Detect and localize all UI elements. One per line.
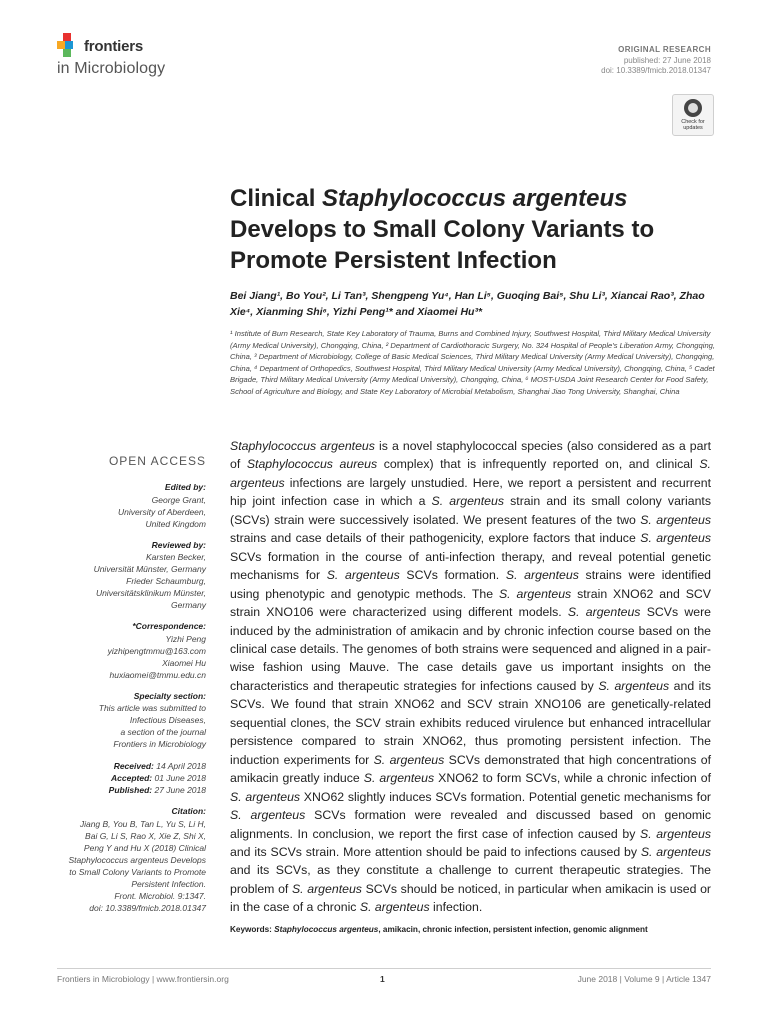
abstract-run: infection. (429, 900, 483, 915)
abstract-run: SCVs formation were revealed and discussed based on genomic alignments. In conclusion, we report the first case of infection caused by (230, 808, 711, 841)
keywords-list: , amikacin, chronic infection, persistent infection, genomic alignment (378, 925, 648, 934)
article-title (230, 183, 720, 276)
abstract-species-term: S. argenteus (373, 752, 445, 767)
abstract-run: SCVs demonstrated that high concentrations of amikacin greatly induce (230, 752, 711, 786)
abstract-run: strains were identified using phenotypic and genotypic methods. The (230, 568, 711, 601)
article-type: ORIGINAL RESEARCH (618, 45, 711, 54)
citation-doi[interactable]: doi: 10.3389/fmicb.2018.01347 (89, 902, 206, 913)
accepted-date (57, 772, 206, 784)
check-for-updates-badge[interactable] (672, 94, 714, 136)
abstract-run: strain and its small colony variants (SCVs) strain were successively isolated. We present features of the two (230, 494, 711, 527)
citation-line: Front. Microbiol. 9:1347. (114, 890, 206, 901)
reviewed-by-line: Germany (171, 600, 206, 610)
logo-square-blue (65, 41, 73, 49)
edited-by-section (57, 482, 206, 530)
abstract-species-term: S. argenteus (640, 531, 712, 546)
correspondence-section (57, 621, 206, 681)
abstract-species-term: S. argenteus (505, 568, 579, 583)
abstract-species-term: S. argenteus (567, 605, 641, 620)
footer-divider (57, 968, 711, 969)
abstract-run: is a novel staphylococcal species (also considered as a part of (230, 439, 711, 472)
abstract-species-term: S. argenteus (640, 844, 711, 859)
affiliations: ¹ Institute of Burn Research, State Key Laboratory of Trauma, Burns and Combined Injury, Southwest Hospital, Third Military Medical University (Army Medical University), Chongqing, China, ² Department of Cardiothoracic Surgery, No. 324 Hospital of People's Liberation Army, Chongqing, China, ³ Department of Microbiology, College of Basic Medical Sciences, Third Military Medical University (Army Medical University), Chongqing, China, ⁴ Department of Orthopedics, Southwest Hospital, Third Military Medical University (Army Medical University), Chongqing, China, ⁵ Cadet Brigade, Third Military Medical University (Army Medical University), Chongqing, China, ⁶ MOST-USDA Joint Research Center for Food Safety, School of Agriculture and Biology, and State Key Laboratory of Microbial Metabolism, Shanghai Jiao Tong University, Shanghai, China (230, 329, 715, 396)
abstract-run: strains and case details of their pathogenicity, explore factors that induce (230, 531, 641, 546)
logo-square-green (63, 49, 71, 57)
citation-line: to Small Colony Variants to Promote (69, 866, 206, 877)
specialty-heading: Specialty section: (133, 690, 206, 701)
abstract-run: and its SCVs, as they constitute a challenge to current therapeutic strategies. The problem of (230, 863, 711, 896)
correspondent-email[interactable]: huxiaomei@tmmu.edu.cn (109, 669, 206, 680)
abstract-species-term: S. argenteus (363, 771, 435, 786)
journal-name: in Microbiology (57, 60, 166, 77)
abstract-run: SCVs formation. (399, 568, 506, 583)
citation-line: Bai G, Li S, Rao X, Xie Z, Shi X, (85, 830, 206, 841)
citation-heading: Citation: (171, 806, 206, 816)
keywords (230, 925, 711, 934)
abstract-run: SCVs formation in the course of anti-infection therapy, and reveal potential genetic mechanisms for (230, 549, 711, 583)
abstract-text (230, 437, 711, 917)
specialty-line: This article was submitted to (98, 703, 206, 713)
specialty-line: a section of the journal (120, 727, 206, 737)
specialty-section (57, 691, 206, 751)
edited-by-line: George Grant, (151, 494, 206, 505)
citation-line: Jiang B, You B, Tan L, Yu S, Li H, (79, 818, 206, 829)
edited-by-heading: Edited by: (164, 482, 206, 492)
correspondent-name: Xiaomei Hu (162, 657, 206, 668)
abstract-run: XNO62 to form SCVs, while a chronic infection of (434, 771, 711, 786)
open-access-label: OPEN ACCESS (108, 454, 206, 468)
accepted-value: 01 June 2018 (152, 773, 206, 783)
specialty-line: Infectious Diseases, (129, 715, 206, 725)
footer-issue: June 2018 | Volume 9 | Article 1347 (577, 974, 711, 984)
dates-section (57, 760, 206, 796)
published-label: Published: (108, 785, 153, 795)
abstract-run: strain XNO62 and SCV strain XNO106 were characterized using different models. (230, 586, 711, 620)
abstract-species-term: S. argenteus (291, 881, 362, 896)
article-meta (601, 45, 711, 77)
abstract-species-term: Staphylococcus aureus (246, 457, 378, 472)
published-date-sidebar (57, 784, 206, 796)
abstract-run: SCVs should be noticed, in particular when amikacin is used or in the case of a chronic (230, 881, 712, 915)
abstract-species-term: S. argenteus (431, 494, 504, 509)
abstract-run: infections are largely unstudied. Here, we report a persistent and recurrent hip joint infection case in which a (230, 475, 711, 509)
accepted-label: Accepted: (111, 773, 153, 783)
reviewed-by-line: Universitätsklinikum Münster, (95, 588, 206, 598)
correspondence-heading: *Correspondence: (132, 621, 206, 631)
abstract-species-term: S. argenteus (640, 826, 712, 841)
abstract-species-term: S. argenteus (598, 678, 670, 693)
title-part: Clinical (230, 185, 323, 212)
sidebar (57, 454, 206, 924)
specialty-line: Frontiers in Microbiology (113, 739, 206, 749)
reviewed-by-section (57, 540, 206, 612)
title-part: Develops to Small Colony Variants to Promote Persistent Infection (230, 216, 655, 274)
abstract-run: XNO62 slightly induces SCVs formation. Potential genetic mechanisms for (300, 789, 712, 804)
reviewed-by-heading: Reviewed by: (151, 539, 206, 550)
received-label: Received: (113, 761, 154, 771)
citation-line: Peng Y and Hu X (2018) Clinical (83, 842, 206, 853)
received-date (57, 760, 206, 772)
abstract-run: complex) that is infrequently reported on, and clinical (377, 457, 700, 472)
correspondent-name: Yizhi Peng (165, 633, 206, 644)
edited-by-line: United Kingdom (145, 518, 206, 529)
reviewed-by-line: Universität Münster, Germany (93, 564, 206, 574)
check-updates-icon (684, 99, 702, 117)
frontiers-logo-icon (57, 33, 79, 59)
doi-link[interactable]: doi: 10.3389/fmicb.2018.01347 (601, 66, 711, 75)
abstract-run: and its SCVs. We found that strain XNO62 and SCV strain XNO106 are genetically-related sequential clones, the SCV strain exhibits reduced virulence but enhanced intracellular persistence compared to strain XNO62, thus promoting persistent infection. The induction experiments for (230, 678, 711, 767)
citation-line: Staphylococcus argenteus Develops (68, 854, 206, 865)
abstract-species-term: S. argenteus (498, 586, 572, 601)
abstract-species-term: S. argenteus (640, 512, 711, 527)
logo-square-orange (57, 41, 65, 49)
citation-line: Persistent Infection. (131, 878, 206, 889)
page-number: 1 (380, 974, 385, 984)
published-value: 27 June 2018 (152, 785, 206, 795)
abstract-species-term: S. argenteus (326, 568, 400, 583)
abstract-species-term: S. argenteus (359, 900, 430, 915)
logo-square-red (63, 33, 71, 41)
reviewed-by-line: Frieder Schaumburg, (126, 576, 206, 586)
edited-by-line: University of Aberdeen, (117, 506, 206, 517)
check-updates-label: Check for updates (681, 119, 705, 131)
author-list: Bei Jiang¹, Bo You², Li Tan³, Shengpeng Yu⁴, Han Li⁵, Guoqing Bai⁵, Shu Li³, Xiancai Rao³, Zhao Xie⁴, Xianming Shi⁶, Yizhi Peng¹* and Xiaomei Hu³* (230, 290, 705, 318)
citation-section (57, 806, 206, 914)
footer-journal[interactable]: Frontiers in Microbiology | www.frontiersin.org (57, 974, 229, 984)
abstract-run: SCVs were induced by the administration of amikacin and by chronic infection course based on the clinical case details. The genomes of both strains were sequenced and aligned in a pair-wise fashion using Mauve. The case details gave us important insights on the characteristics and therapeutic strategies for infections caused by (230, 605, 711, 693)
keyword-species: Staphylococcus argenteus (274, 925, 379, 934)
keywords-label: Keywords: (230, 925, 275, 934)
title-species: Staphylococcus argenteus (322, 185, 628, 212)
abstract-species-term: S. argenteus (230, 808, 306, 823)
journal-brand: frontiers (84, 38, 144, 55)
reviewed-by-line: Karsten Becker, (145, 552, 206, 562)
abstract-species-term: S. argenteus (230, 789, 301, 804)
abstract-species-term: S. argenteus (230, 457, 711, 490)
abstract-species-term: Staphylococcus argenteus (230, 439, 375, 453)
abstract-run: and its SCVs strain. More attention should be paid to infections caused by (230, 844, 641, 859)
published-date: published: 27 June 2018 (623, 55, 711, 65)
correspondent-email[interactable]: yizhipengtmmu@163.com (107, 645, 206, 656)
received-value: 14 April 2018 (153, 761, 206, 771)
